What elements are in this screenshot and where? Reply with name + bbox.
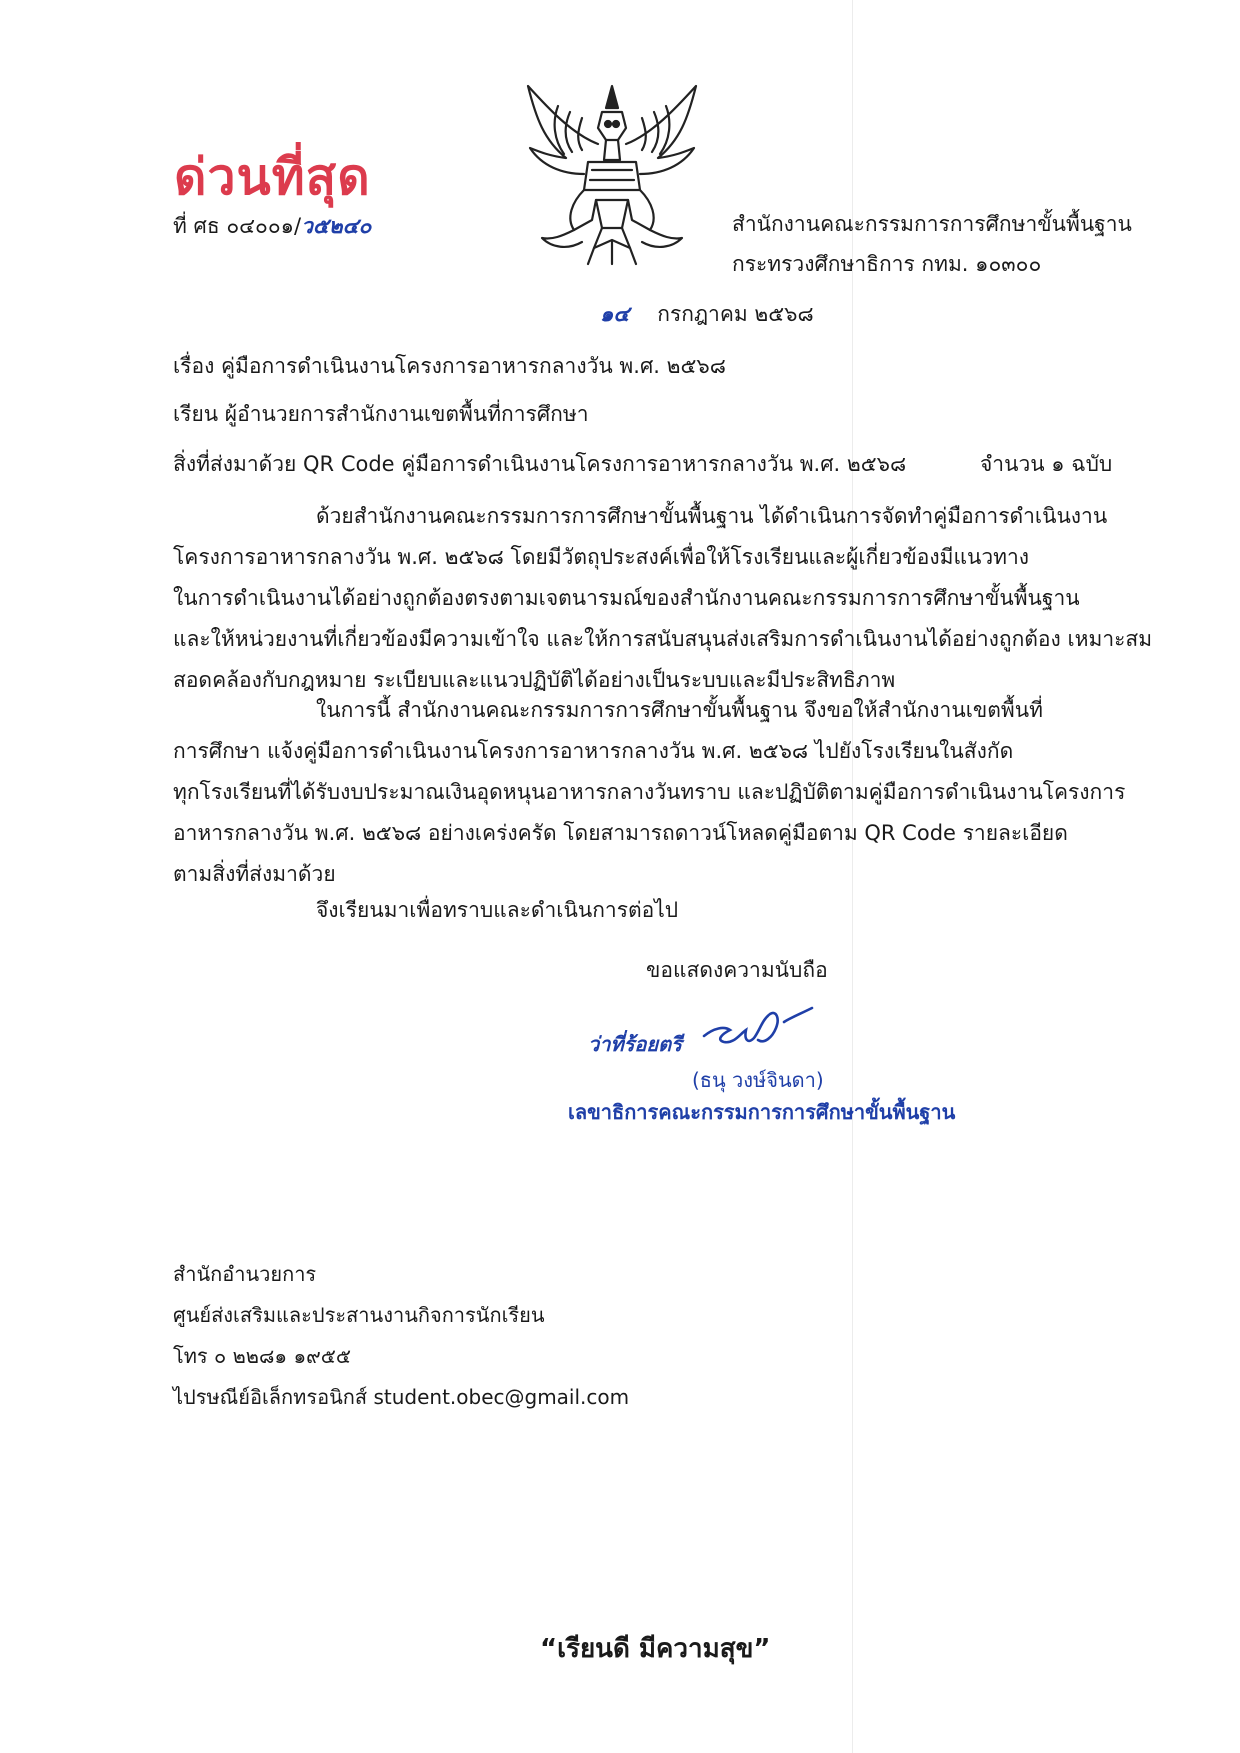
paragraph-line: การศึกษา แจ้งคู่มือการดำเนินงานโครงการอาหารกลางวัน พ.ศ. ๒๕๖๘ ไปยังโรงเรียนในสังกัด: [173, 739, 1014, 763]
recipient-line: เรียน ผู้อำนวยการสำนักงานเขตพื้นที่การศึกษา: [173, 402, 589, 426]
document-number: [173, 214, 371, 239]
date-month-year: กรกฎาคม ๒๕๖๘: [657, 302, 814, 326]
garuda-emblem-icon: [522, 78, 702, 270]
paragraph-line: ในการนี้ สำนักงานคณะกรรมการการศึกษาขั้นพื้นฐาน จึงขอให้สำนักงานเขตพื้นที่: [316, 698, 1043, 722]
paragraph-line: โครงการอาหารกลางวัน พ.ศ. ๒๕๖๘ โดยมีวัตถุประสงค์เพื่อให้โรงเรียนและผู้เกี่ยวข้องมีแนวทาง: [173, 545, 1030, 569]
paragraph-line: และให้หน่วยงานที่เกี่ยวข้องมีความเข้าใจ และให้การสนับสนุนส่งเสริมการดำเนินงานได้อย่างถูกต้อง เหมาะสม: [173, 627, 1153, 651]
signatory-position: เลขาธิการคณะกรรมการการศึกษาขั้นพื้นฐาน: [568, 1100, 956, 1124]
paragraph-line: สอดคล้องกับกฎหมาย ระเบียบและแนวปฏิบัติได้อย่างเป็นระบบและมีประสิทธิภาพ: [173, 668, 896, 692]
contact-footer: [173, 1254, 629, 1418]
footer-phone: โทร ๐ ๒๒๘๑ ๑๙๕๕: [173, 1344, 352, 1368]
enclosure-line: สิ่งที่ส่งมาด้วย QR Code คู่มือการดำเนินงานโครงการอาหารกลางวัน พ.ศ. ๒๕๖๘: [173, 452, 907, 476]
enclosure-count: จำนวน ๑ ฉบับ: [980, 452, 1113, 476]
footer-unit: ศูนย์ส่งเสริมและประสานงานกิจการนักเรียน: [173, 1303, 545, 1327]
paragraph-line: ทุกโรงเรียนที่ได้รับงบประมาณเงินอุดหนุนอาหารกลางวันทราบ และปฏิบัติตามคู่มือการดำเนินงานโครงการ: [173, 780, 1126, 804]
paragraph-line: ตามสิ่งที่ส่งมาด้วย: [173, 862, 336, 886]
paragraph-line: อาหารกลางวัน พ.ศ. ๒๕๖๘ อย่างเคร่งครัด โดยสามารถดาวน์โหลดคู่มือตาม QR Code รายละเอียด: [173, 821, 1068, 845]
body-paragraph-1: [173, 496, 1153, 701]
signatory-rank: ว่าที่ร้อยตรี: [588, 1032, 682, 1056]
slogan: “เรียนดี มีความสุข”: [540, 1634, 771, 1664]
date-day-handwritten: ๑๔: [600, 302, 630, 326]
footer-email: ไปรษณีย์อิเล็กทรอนิกส์ student.obec@gmail.com: [173, 1385, 630, 1409]
signatory-name: (ธนุ วงษ์จินดา): [692, 1068, 824, 1092]
closing-statement: จึงเรียนมาเพื่อทราบและดำเนินการต่อไป: [316, 898, 679, 922]
document-number-prefix: ที่ ศธ ๐๔๐๐๑/: [173, 214, 302, 238]
body-paragraph-2: [173, 690, 1126, 895]
paragraph-line: ในการดำเนินงานได้อย่างถูกต้องตรงตามเจตนารมณ์ของสำนักงานคณะกรรมการการศึกษาขั้นพื้นฐาน: [173, 586, 1080, 610]
issuing-office: สำนักงานคณะกรรมการการศึกษาขั้นพื้นฐาน: [732, 212, 1132, 236]
urgency-stamp: ด่วนที่สุด: [174, 148, 371, 206]
office-address: กระทรวงศึกษาธิการ กทม. ๑๐๓๐๐: [732, 252, 1042, 276]
letter-date: [600, 302, 814, 327]
subject-line: เรื่อง คู่มือการดำเนินงานโครงการอาหารกลางวัน พ.ศ. ๒๕๖๘: [173, 354, 726, 378]
handwritten-signature: [700, 1000, 820, 1060]
document-number-handwritten: ว๕๒๔๐: [301, 214, 372, 238]
paragraph-line: ด้วยสำนักงานคณะกรรมการการศึกษาขั้นพื้นฐาน ได้ดำเนินการจัดทำคู่มือการดำเนินงาน: [316, 504, 1108, 528]
footer-department: สำนักอำนวยการ: [173, 1262, 317, 1286]
complimentary-close: ขอแสดงความนับถือ: [646, 958, 828, 982]
